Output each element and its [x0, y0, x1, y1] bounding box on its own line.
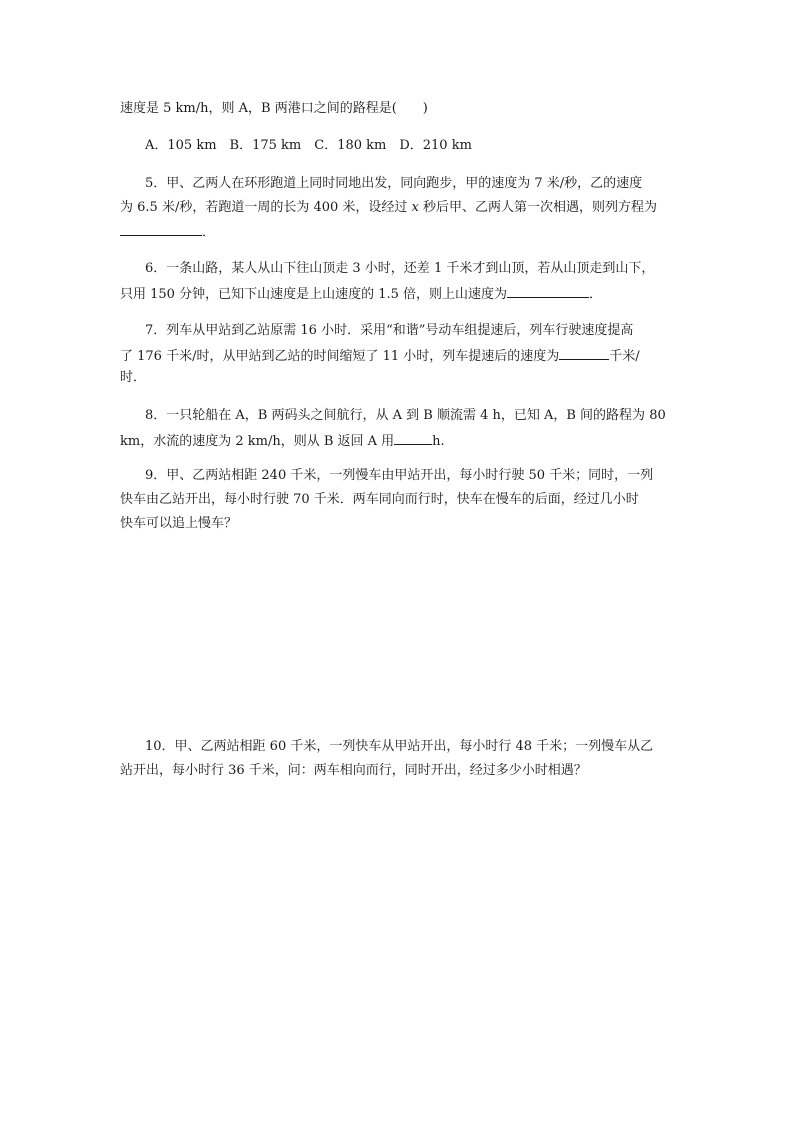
q8-line2-end: h. [432, 434, 445, 449]
q9-line2: 快车由乙站开出，每小时行驶 70 千米．两车同向而行时，快车在慢车的后面，经过几小时 [120, 492, 639, 507]
q6-line2-end: ． [589, 287, 603, 302]
q6-line1: 6．一条山路，某人从山下往山顶走 3 小时，还差 1 千米才到山顶，若从山顶走到山下， [145, 261, 655, 276]
q7-line2-b: 千米/ [609, 349, 640, 364]
q5-line3 [120, 222, 680, 242]
q6-line2 [120, 284, 680, 304]
q7-answer-blank[interactable] [559, 346, 609, 360]
q9-line3: 快车可以追上慢车？ [120, 516, 238, 531]
q9-line1: 9．甲、乙两站相距 240 千米，一列慢车由甲站开出，每小时行驶 50 千米；同时，一列 [145, 468, 654, 483]
q10-line1: 10．甲、乙两站相距 60 千米，一列快车从甲站开出，每小时行 48 千米；一列慢车从乙 [145, 739, 654, 754]
q10-line2: 站开出，每小时行 36 千米，问：两车相向而行，同时开出，经过多少小时相遇？ [120, 763, 587, 778]
q5-line3-end: ． [202, 225, 216, 240]
q6-line2-a: 只用 150 分钟，已知下山速度是上山速度的 1.5 倍，则上山速度为 [120, 287, 508, 302]
q8-line2-a: km，水流的速度为 2 km/h，则从 B 返回 A 用 [120, 434, 395, 449]
q5-line2-b: 秒后甲、乙两人第一次相遇，则列方程为 [418, 200, 658, 215]
q5-variable-x: x [411, 200, 419, 215]
q8-answer-blank[interactable] [394, 431, 432, 445]
q4-stem-tail: 速度是 5 km/h，则 A，B 两港口之间的路程是( ) [120, 101, 428, 116]
q5-line2 [120, 199, 680, 217]
q7-line3: 时． [120, 370, 147, 385]
q5-answer-blank[interactable] [120, 222, 202, 236]
q4-options: A．105 km B．175 km C．180 km D．210 km [145, 138, 472, 153]
q7-line2 [120, 346, 680, 366]
q6-answer-blank[interactable] [507, 284, 589, 298]
q8-line2 [120, 431, 680, 451]
q5-line1: 5．甲、乙两人在环形跑道上同时同地出发，同向跑步，甲的速度为 7 米/秒，乙的速度 [145, 176, 643, 191]
q5-line2-a: 为 6.5 米/秒，若跑道一周的长为 400 米，设经过 [120, 200, 412, 215]
q7-line2-a: 了 176 千米/时，从甲站到乙站的时间缩短了 11 小时，列车提速后的速度为 [120, 349, 560, 364]
q7-line1: 7．列车从甲站到乙站原需 16 小时．采用“和谐”号动车组提速后，列车行驶速度提高 [145, 323, 634, 338]
q8-line1: 8．一只轮船在 A，B 两码头之间航行，从 A 到 B 顺流需 4 h，已知 A，B 间的路程为 80 [145, 408, 666, 423]
